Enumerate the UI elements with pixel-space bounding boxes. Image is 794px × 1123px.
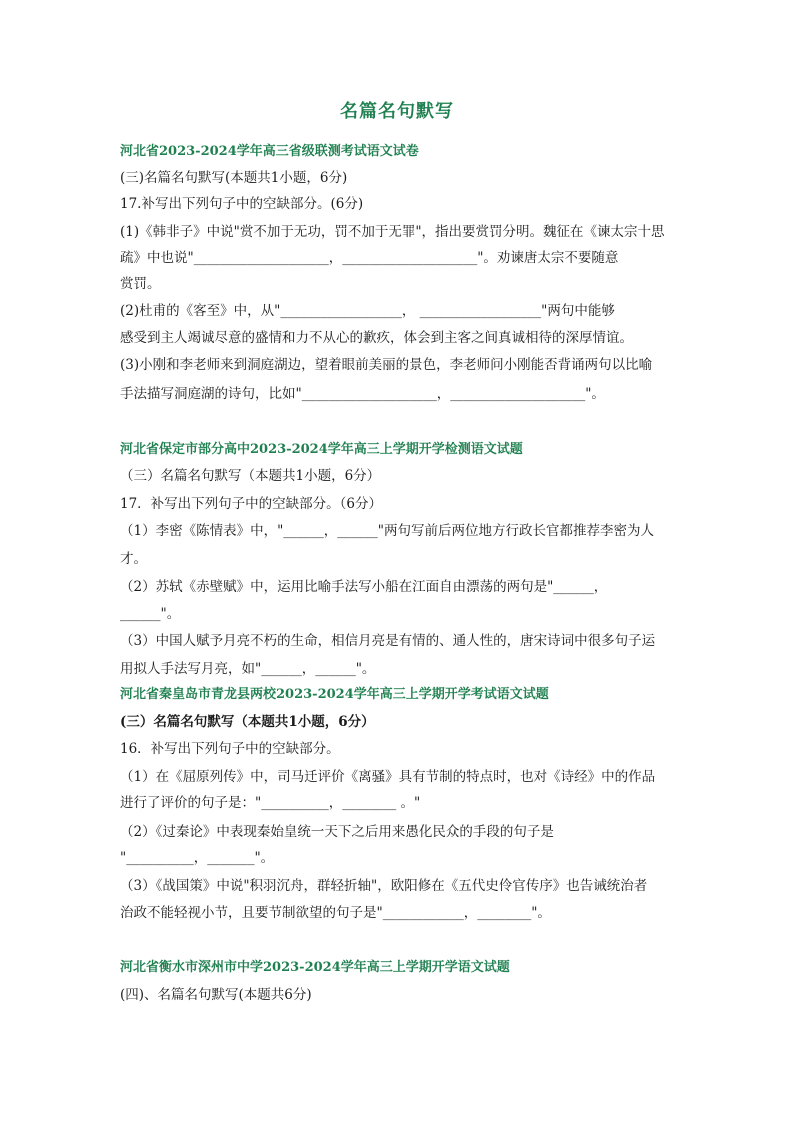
source-heading: 河北省秦皇岛市青龙县两校2023-2024学年高三上学期开学考试语文试题 [120,687,549,702]
question-text: （3）中国人赋予月亮不朽的生命，相信月亮是有情的、通人性的，唐宋诗词中很多句子运 [120,633,656,649]
question-text: （1）李密《陈情表》中，"______，______"两句写前后两位地方行政长官都推荐李密为人 [120,523,655,539]
question-text: (3)小刚和李老师来到洞庭湖边，望着眼前美丽的景色，李老师问小刚能否背诵两句以比喻 [120,357,653,373]
question-text: ______"。 [120,606,181,622]
question-stem: 17.补写出下列句子中的空缺部分。(6分) [120,196,364,212]
question-text: （2）《过秦论》中表现秦始皇统一天下之后用来愚化民众的手段的句子是 [120,824,554,840]
source-heading: 河北省衡水市深州市中学2023-2024学年高三上学期开学语文试题 [120,960,510,975]
section-heading: (三)名篇名句默写(本题共1小题，6分) [120,170,348,186]
question-text: （1）在《屈原列传》中，司马迁评价《离骚》具有节制的特点时，也对《诗经》中的作品 [120,769,656,785]
question-text: (2)杜甫的《客至》中，从"__________________， __________________"两句中能够 [120,303,615,319]
question-text: 进行了评价的句子是："__________，________ 。" [120,795,421,811]
question-text: "__________，_______"。 [120,850,275,866]
question-text: 治政不能轻视小节，且要节制欲望的句子是"____________，________"。 [120,905,551,921]
question-text: 手法描写洞庭湖的诗句，比如"____________________，____________________"。 [120,386,605,402]
source-heading: 河北省保定市部分高中2023-2024学年高三上学期开学检测语文试题 [120,442,523,457]
question-text: 才。 [120,551,147,567]
question-text: 用拟人手法写月亮，如"______，______"。 [120,661,376,677]
question-text: （2）苏轼《赤壁赋》中，运用比喻手法写小船在江面自由漂荡的两句是"______， [120,579,608,595]
question-text: 感受到主人竭诚尽意的盛情和力不从心的歉疚，体会到主客之间真诚相待的深厚情谊。 [120,330,633,346]
section-heading: (三）名篇名句默写（本题共1小题，6分） [120,714,375,730]
section-heading: (四)、名篇名句默写(本题共6分) [120,987,312,1003]
page-title: 名篇名句默写 [340,101,454,122]
question-text: 赏罚。 [120,276,161,292]
question-text: 疏》中也说"____________________，____________________"。劝谏唐太宗不要随意 [120,250,619,266]
source-heading: 河北省2023-2024学年高三省级联测考试语文试卷 [120,144,419,159]
question-stem: 16．补写出下列句子中的空缺部分。 [120,741,340,757]
question-text: （3）《战国策》中说"积羽沉舟，群轻折轴"，欧阳修在《五代史伶官传序》也告诫统治者 [120,878,648,894]
section-heading: （三）名篇名句默写（本题共1小题，6分） [120,468,381,484]
question-text: (1)《韩非子》中说"赏不加于无功，罚不加于无罪"，指出要赏罚分明。魏征在《谏太宗十思 [120,224,665,240]
question-stem: 17．补写出下列句子中的空缺部分。（6分） [120,496,383,512]
